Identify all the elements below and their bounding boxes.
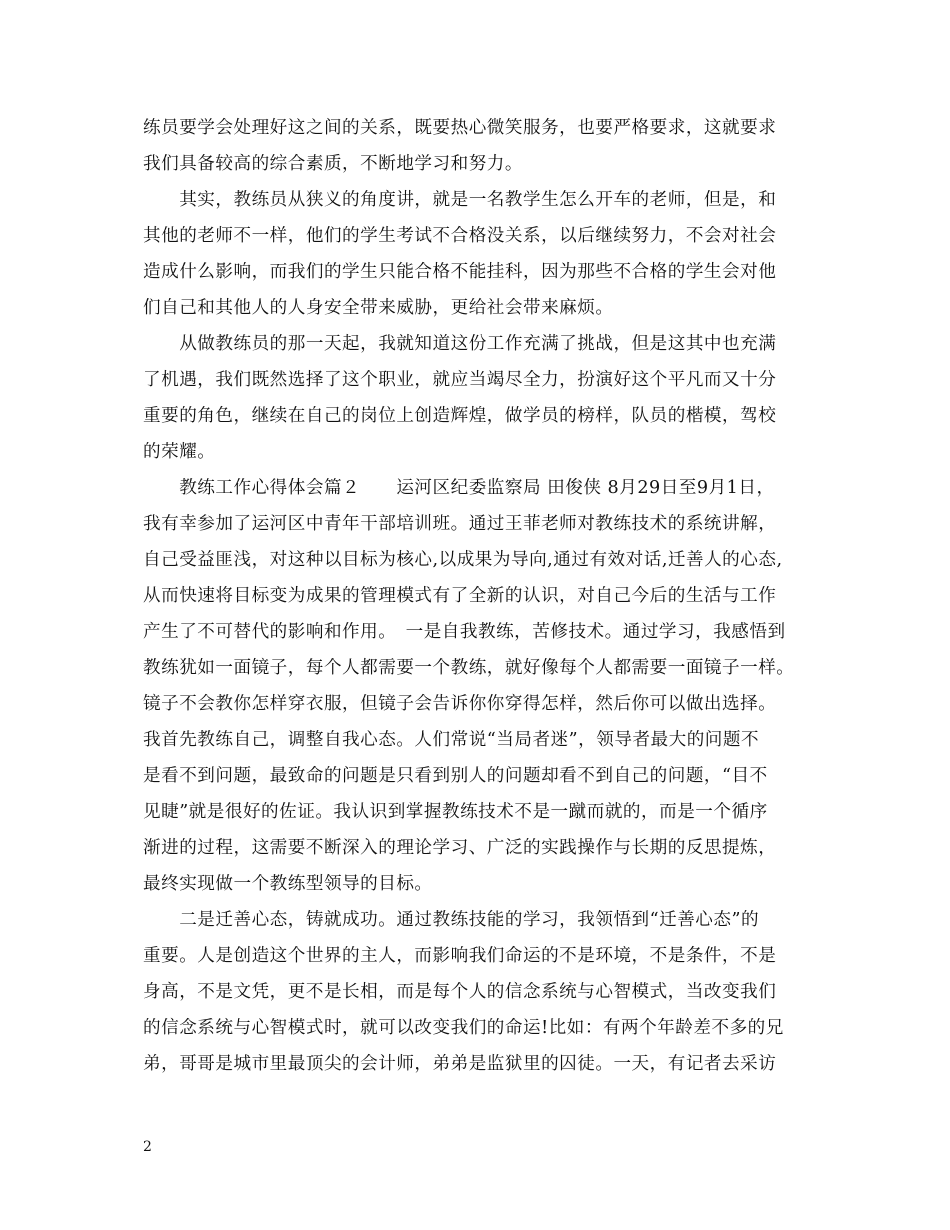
text-line: 从而快速将目标变为成果的管理模式有了全新的认识，对自己今后的生活与工作 — [143, 586, 777, 606]
text-line: 教练犹如一面镜子，每个人都需要一个教练，就好像每个人都需要一面镜子一样。 — [143, 658, 795, 678]
text-line: 其实，教练员从狭义的角度讲，就是一名教学生怎么开车的老师，但是，和 — [143, 190, 777, 210]
text-line: 弟，哥哥是城市里最顶尖的会计师，弟弟是监狱里的囚徒。一天，有记者去采访 — [143, 1054, 777, 1074]
text-line: 其他的老师不一样，他们的学生考试不合格没关系，以后继续努力，不会对社会 — [143, 226, 777, 246]
text-line: 见睫”就是很好的佐证。我认识到掌握教练技术不是一蹴而就的，而是一个循序 — [143, 802, 768, 822]
text-line: 的信念系统与心智模式时，就可以改变我们的命运!比如：有两个年龄差不多的兄 — [143, 1018, 784, 1038]
text-line: 我们具备较高的综合素质，不断地学习和努力。 — [143, 154, 523, 174]
text-line: 练员要学会处理好这之间的关系，既要热心微笑服务，也要严格要求，这就要求 — [143, 118, 777, 138]
text-line: 自己受益匪浅，对这种以目标为核心,以成果为导向,通过有效对话,迁善人的心态, — [143, 550, 783, 570]
text-line: 了机遇，我们既然选择了这个职业，就应当竭尽全力，扮演好这个平凡而又十分 — [143, 370, 777, 390]
text-line: 教练工作心得体会篇２ 运河区纪委监察局 田俊侠 8月29日至9月1日， — [143, 478, 775, 498]
text-line: 是看不到问题，最致命的问题是只看到别人的问题却看不到自己的问题，“目不 — [143, 766, 768, 786]
text-line: 我首先教练自己，调整自我心态。人们常说“当局者迷”，领导者最大的问题不 — [143, 730, 760, 750]
text-line: 我有幸参加了运河区中青年干部培训班。通过王菲老师对教练技术的系统讲解， — [143, 514, 777, 534]
text-line: 从做教练员的那一天起，我就知道这份工作充满了挑战，但是这其中也充满 — [143, 334, 777, 354]
text-line: 产生了不可替代的影响和作用。 一是自我教练，苦修技术。通过学习，我感悟到 — [143, 622, 786, 642]
text-line: 的荣耀。 — [143, 442, 216, 462]
text-line: 重要的角色，继续在自己的岗位上创造辉煌，做学员的榜样，队员的楷模，驾校 — [143, 406, 777, 426]
text-line: 渐进的过程，这需要不断深入的理论学习、广泛的实践操作与长期的反思提炼， — [143, 838, 777, 858]
text-line: 二是迁善心态，铸就成功。通过教练技能的学习，我领悟到“迁善心态”的 — [143, 910, 760, 930]
text-line: 最终实现做一个教练型领导的目标。 — [143, 874, 433, 894]
text-line: 造成什么影响，而我们的学生只能合格不能挂科，因为那些不合格的学生会对他 — [143, 262, 777, 282]
text-line: 镜子不会教你怎样穿衣服，但镜子会告诉你你穿得怎样，然后你可以做出选择。 — [143, 694, 777, 714]
text-line: 们自己和其他人的人身安全带来威胁，更给社会带来麻烦。 — [143, 298, 614, 318]
text-line: 身高，不是文凭，更不是长相，而是每个人的信念系统与心智模式，当改变我们 — [143, 982, 777, 1002]
text-line: 重要。人是创造这个世界的主人，而影响我们命运的不是环境，不是条件，不是 — [143, 946, 777, 966]
page-number: 2 — [143, 1139, 152, 1155]
